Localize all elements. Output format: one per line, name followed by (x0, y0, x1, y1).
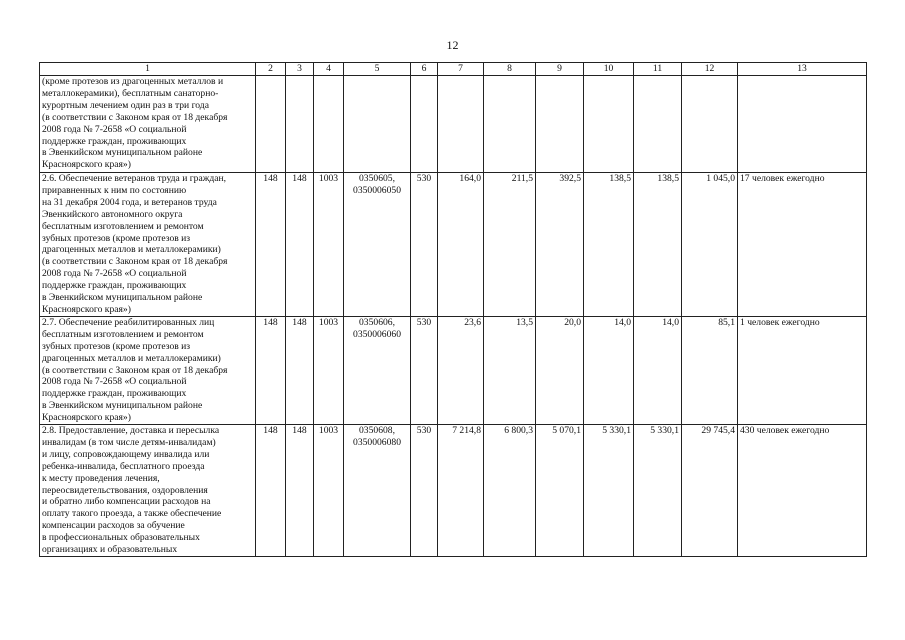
cell-col8: 6 800,3 (484, 425, 536, 557)
column-header: 1 (40, 63, 256, 76)
column-header: 5 (344, 63, 411, 76)
cell-col6: 530 (411, 316, 438, 424)
cell-col10: 14,0 (584, 316, 634, 424)
cell-col12: 1 045,0 (682, 173, 738, 317)
cell-col7: 7 214,8 (438, 425, 484, 557)
column-header: 10 (584, 63, 634, 76)
cell-col5: 0350606, 0350006060 (344, 316, 411, 424)
table-row (40, 76, 867, 173)
cell-col4 (314, 76, 344, 173)
cell-col11: 14,0 (634, 316, 682, 424)
cell-col2: 148 (256, 425, 286, 557)
cell-col11 (634, 76, 682, 173)
row-description: 2.8. Предоставление, доставка и пересылка инвалидам (в том числе детям-инвалидам) и лицу, сопровождающему инвалида или ребенка-инвалида, бесплатного проезда к месту проведения лечения, переосвидетельствования, оздоровления и обратно либо компенсации расходов на оплату такого проезда, а также обеспечение компенсации расходов за обучение в профессиональных образовательных организациях и образовательных (40, 425, 256, 557)
cell-col8 (484, 76, 536, 173)
cell-col5: 0350605, 0350006050 (344, 173, 411, 317)
cell-col6: 530 (411, 173, 438, 317)
column-header: 7 (438, 63, 484, 76)
cell-col10: 138,5 (584, 173, 634, 317)
row-description: 2.7. Обеспечение реабилитированных лиц бесплатным изготовлением и ремонтом зубных протезов (кроме протезов из драгоценных металлов и металлокерамики) (в соответствии с Законом края от 18 декабря 2008 года № 7-2658 «О социальной поддержке граждан, проживающих в Эвенкийском муниципальном районе Красноярского края») (40, 316, 256, 424)
cell-col4: 1003 (314, 173, 344, 317)
column-header: 4 (314, 63, 344, 76)
cell-col11: 138,5 (634, 173, 682, 317)
cell-col3: 148 (286, 425, 314, 557)
column-header: 6 (411, 63, 438, 76)
budget-table (39, 62, 867, 557)
cell-col12 (682, 76, 738, 173)
column-header: 12 (682, 63, 738, 76)
cell-col9: 392,5 (536, 173, 584, 317)
cell-col13: 1 человек ежегодно (738, 316, 867, 424)
cell-col2: 148 (256, 316, 286, 424)
column-header: 3 (286, 63, 314, 76)
cell-col8: 211,5 (484, 173, 536, 317)
row-description: 2.6. Обеспечение ветеранов труда и граждан, приравненных к ним по состоянию на 31 декабря 2004 года, и ветеранов труда Эвенкийского автономного округа бесплатным изготовлением и ремонтом зубных протезов (кроме протезов из драгоценных металлов и металлокерамики) (в соответствии с Законом края от 18 декабря 2008 года № 7-2658 «О социальной поддержке граждан, проживающих в Эвенкийском муниципальном районе Красноярского края») (40, 173, 256, 317)
cell-col9 (536, 76, 584, 173)
cell-col2: 148 (256, 173, 286, 317)
cell-col7 (438, 76, 484, 173)
column-header: 11 (634, 63, 682, 76)
cell-col13 (738, 76, 867, 173)
table-row (40, 316, 867, 424)
cell-col3: 148 (286, 316, 314, 424)
table-header-row (40, 63, 867, 76)
column-header: 8 (484, 63, 536, 76)
cell-col13: 430 человек ежегодно (738, 425, 867, 557)
cell-col4: 1003 (314, 316, 344, 424)
cell-col12: 85,1 (682, 316, 738, 424)
cell-col9: 20,0 (536, 316, 584, 424)
cell-col7: 164,0 (438, 173, 484, 317)
row-description: (кроме протезов из драгоценных металлов и металлокерамики), бесплатным санаторно- курортным лечением один раз в три года (в соответствии с Законом края от 18 декабря 2008 года № 7-2658 «О социальной поддержке граждан, проживающих в Эвенкийском муниципальном районе Красноярского края») (40, 76, 256, 173)
cell-col11: 5 330,1 (634, 425, 682, 557)
cell-col12: 29 745,4 (682, 425, 738, 557)
table-row (40, 425, 867, 557)
cell-col5 (344, 76, 411, 173)
column-header: 9 (536, 63, 584, 76)
table-row (40, 173, 867, 317)
page-number: 12 (446, 38, 459, 52)
cell-col6 (411, 76, 438, 173)
cell-col8: 13,5 (484, 316, 536, 424)
cell-col6: 530 (411, 425, 438, 557)
cell-col5: 0350608, 0350006080 (344, 425, 411, 557)
cell-col13: 17 человек ежегодно (738, 173, 867, 317)
cell-col3 (286, 76, 314, 173)
cell-col4: 1003 (314, 425, 344, 557)
cell-col10: 5 330,1 (584, 425, 634, 557)
cell-col10 (584, 76, 634, 173)
cell-col7: 23,6 (438, 316, 484, 424)
cell-col9: 5 070,1 (536, 425, 584, 557)
column-header: 13 (738, 63, 867, 76)
column-header: 2 (256, 63, 286, 76)
cell-col2 (256, 76, 286, 173)
cell-col3: 148 (286, 173, 314, 317)
